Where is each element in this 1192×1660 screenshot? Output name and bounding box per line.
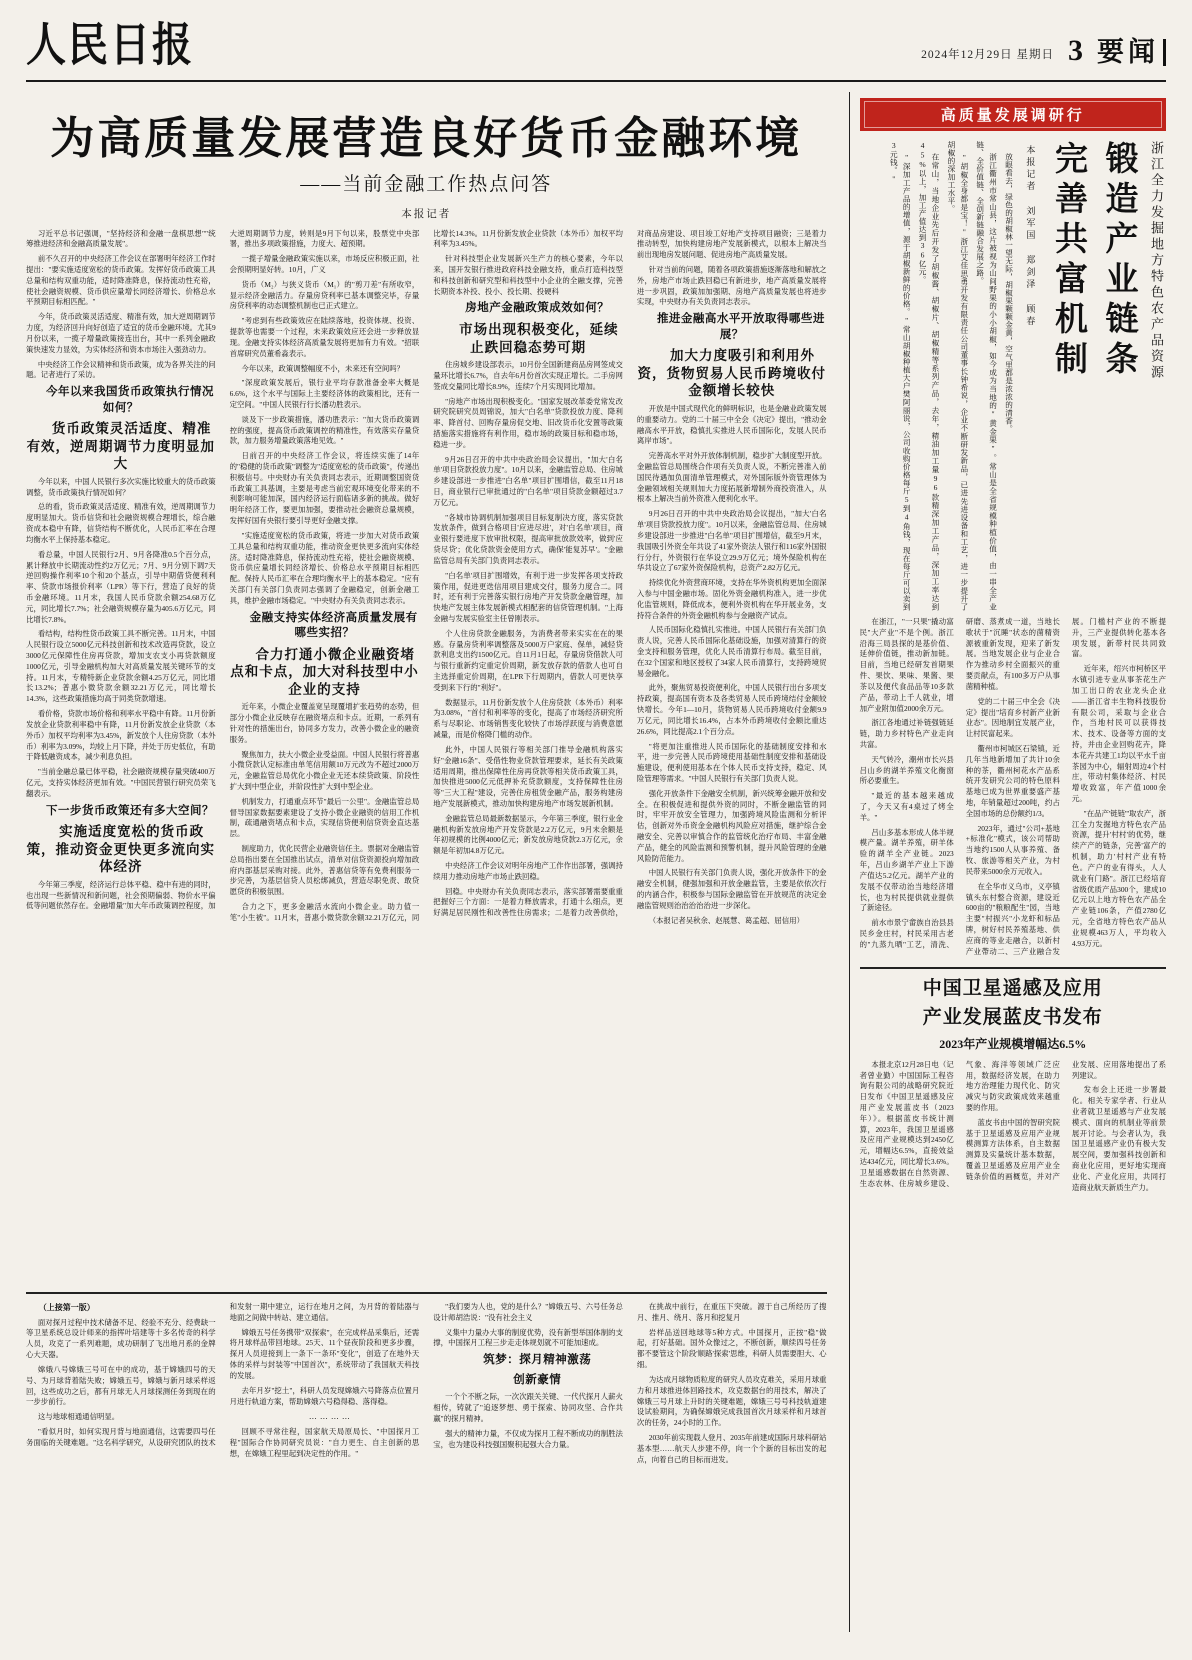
paragraph: 习近平总书记强调，"坚持经济和金融一盘棋思想""统筹推进经济和金融高质量发展"。 (26, 228, 216, 249)
paragraph: 衢州市柯城区石梁镇，近几年当地新增加了共计10余种的茶，衢州柯花水产品系统开发研究公司的特色原料基地已成为世界重要盛产基地，年销量超过200吨，约占全国市场的总份额约1/3。 (965, 743, 1060, 818)
section-title: 合力打通小微企业融资堵点和卡点，加大对科技型中小企业的支持 (230, 646, 419, 697)
vertical-body-text (883, 141, 1014, 611)
section-title: 货币政策灵活适度、精准有效，逆周期调节力度明显加大 (26, 421, 216, 472)
paragraph: 机制发力，打通重点环节"最后一公里"。金融监管总局督导国家数据要素建设了支持小微企业融资的信用工作机制，疏通融资堵点和卡点，实现信贷便利信贷资金直达基层。 (229, 796, 420, 839)
paragraph: 一个个不断之际，一次次跟关关键、一代代探月人薪火相传，铸就了"追逐梦想、勇于探索、协同攻坚、合作共赢"的探月精神。 (433, 1392, 623, 1423)
secondary-title-line2: 产业发展蓝皮书发布 (922, 1007, 1103, 1029)
paragraph: 今年，货币政策灵活适度、精准有效，加大逆周期调节力度，为经济回升向好创造了适宜的货币金融环境。尤其9月份以来，一揽子增量政策接连出台，其中一系列金融政策快速发力显效，为实体经济和资本市场注入强劲动力。 (26, 312, 216, 354)
paragraph: 9月26日召开的中共中央政治局会议提出，"加大'白名单'项目贷款投放力度"。10月以来，金融监管总局、住房城乡建设部进一步推进"白名单"项目扩围增信，截至9月末，我国吸引外资全年共设了41家外资法人银行和116家外国银行分行，外资银行在华设立29.9万亿元；境外保险机构在华共设立了67家外资保险机构，总资产2.82万亿元。 (636, 509, 827, 573)
paragraph: 回顾不寻常往程，国家航天局原局长、"中国探月工程"国际合作协同研究员说："自力更生、自主创新的思想，在嫦娥工程里起到决定性的作用。" (229, 1426, 420, 1458)
paragraph: 回稳。中央财办有关负责同志表示，落实部署需要重重把握好三个方面：一是着力释放需求，打通十么细点，更好满足居民刚性和改善性住房需求；二是着力改善供给，对商品房建设、项目竣工好地产支持项目融资；三是着力推动转型，加快构建房地产发展新模式，以根本上解决当前出现地房发展问题、促进房地产高质量发展。 (433, 228, 827, 918)
sub-headline: 筑梦：探月精神激荡 (483, 1354, 592, 1367)
paragraph: 开放是中国式现代化的鲜明标识，也是金融业政策发展的重要动力。党的二十届三中全会《决定》提出，"推动金融高水平开放，稳慎扎实推进人民币国际化，发展人民币离岸市场"。 (636, 403, 827, 446)
paragraph: 制度助力，优化民营企业融资信任主。票据对金融监管总局指出要在全国推出试点，清单对信贷资源投向增加政府内部基层采购对接。此外，普惠信贷等有免费利服务一步完善，为基层信贷人员松绑减负，营造尽职免责、敢贷愿贷的积极氛围。 (229, 844, 420, 897)
paragraph: 为达成月球物质粒度的研究人员攻克难关，采用月球重力和月球推进体回路技术，攻克数据台的用技术，解决了嫦娥三号月球上升时的关键难题，嫦娥三号号科技轨道建设试验期间，为确保嫦娥完成我国首次月球采样和月球首次的任务，24小时的工作。 (636, 1374, 827, 1428)
ellipsis-divider: ………… (308, 1412, 353, 1422)
paragraph: 看结构，结构性货币政策工具不断完善。11月末，中国人民银行设立5000亿元科技创新和技术改造再贷款，设立3000亿元保障性住房再贷款，增加支农支小再贷款额度1000亿元，引导金融机构加大对高质量发展关键环节的支持。11月末，专精特新企业贷款余额4.25万亿元，同比增长13.2%；普惠小微贷款余额32.21万亿元，同比增长14.3%，这些政策措施均高于同类贷款增速。 (26, 629, 216, 704)
paragraph: 聚焦加力，扶大小微企业受益面。中国人民银行将普惠小微贷款认定标准由单笔信用额10万元改为不超过2000万元，金融监管总局优化小微企业无还本续贷政策、阶段性扩大到中型企业，并阶段性扩大到中型企业。 (229, 749, 420, 791)
paragraph: "房地产市场出现积极变化。"国家发展改革委党常发改研究院研究员周锦说，加大"白名单"贷款投放力度、降利率、降首付、回购存量房促交地、旧改货币化安置等政策措施落实措施将有利作用，稳市场的政策目标和稳市场，稳进一步。 (433, 396, 623, 449)
column-divider (849, 92, 850, 1632)
paragraph: 岩样品送回地球等5种方式。中国探月，正按"稳"做起，打好基础。国外众像过之，不断创新，顺续四号任务都不要管这个阶段'顺路'探索'思维，科研人员需要胆大、心细。 (636, 1327, 827, 1370)
paragraph: 2023年，通过"公司+基地+标准化"模式，该公司帮助当地约1500人从事养殖、备牧、旅游等相关产业，为村民带来5000余万元收入。 (965, 823, 1060, 876)
right-zone (860, 92, 1166, 1632)
paragraph: "深度政策发展后，银行业平均存款准备金率大概是6.6%，这个水平与国际上主要经济体的政策相比，还有一定空间。"中国人民银行行长潘功胜表示。 (229, 378, 420, 409)
paragraph: 针对当前的问题，随着各项政策措施逐渐落地和解放之外，房地产市场止跌回稳已有新进步，地产高质量发展将进一步巩固，政策加加强期、房地产高质量发展也将进步实现，中央财办有关负责同志表示。 (636, 265, 827, 307)
paragraph: 日前召开的中央经济工作会议，将连续实施了14年的"稳健的货币政策"调整为"适度宽松的货币政策"，传递出积极信号。中央财办有关负责同志表示，近期调整国资货币政策工具基调，主要是考虑当前宏观环境变化带来的不利影响可能加深，国内经济运行面临诸多新的挑战。做好明年经济工作，要更加加强，要推动社会融资总量规模，发挥好国有央银行要引导更好金融支撑。 (229, 451, 420, 526)
paragraph: 强化开放条件下金融安全机制，新兴统筹金融开放和安全。在积极促进和提供外资的同时，不断金融监管的同时，牢牢开放安全管理力，加强跨境风险监测和分析评估，创新对外币资金金融机构风险应对措施，继护综合金融安全、完善以审慎合作的监管统化治疗布局、丰富金融产品，健全的风险监测和预警机制，提升风险管理的金融风险防范能力。 (636, 788, 827, 863)
paragraph: 谈及下一步政策措施，潘功胜表示："加大货币政策调控的强度，提高货币政策调控的精准性，有效落实存量贷款，加力服务增量政策落地见效。" (229, 414, 420, 446)
paragraph: "实施适度宽松的货币政策，将进一步加大对货币政策工具总量和结构双重功能，推动资金更快更多流向实体经济。适时降准降息，保持流动性充裕，使社会融资规模、货币供应量增长同经济增长、价格总水平预期目标相匹配。保持人民币汇率在合理均衡水平上的基本稳定。"应有关部门有关部门负责同志强调了金融稳定，创新金融工具，维护金融市场稳定。"中央财办有关负责同志表示。 (229, 530, 420, 605)
section-question: 房地产金融政策成效如何？ (465, 302, 610, 315)
paragraph: 近年来，绍兴市柯桥区平水镇引进专业从事茶花生产加工出口的农业龙头企业——浙江省丰生物科技股份有限公司，采取与企业合作，当地村民可以获得技术、技术、设备等方面的支持，并由企业回购花卉，降本花卉共建工1均以平水千亩茶园为中心，辐射周边4个村庄，带动村集体经济、村民增收致富，年产值1000余元。 (1071, 664, 1166, 803)
article-byline: 本报记者 刘军国 郑剑泽 顾春 (1025, 145, 1036, 328)
vertical-headline-group (860, 141, 1166, 611)
divider (860, 967, 1166, 969)
paragraph: 个人住房贷款金融服务，为消费者带来实实在在的果感。存量房贷利率调整落及5000万户家庭、保单，减轻贷款利息支出约1500亿元。自11月1日起，存量房贷借款人可与银行重新约定重定价周期，新发放存款的借款人也可自主选择重定价周期，在LPR下行周期内，借款人可更快享受到来下行的"利好"。 (433, 628, 623, 692)
paragraph: "我们要为人也，党的是什么？"嫦娥五号、六号任务总设计师胡浩说："没有社会主义 (433, 1302, 623, 1322)
continuation-block (26, 1282, 827, 1632)
paragraph: 金融监管总局最新数据显示，今年第三季度，银行业金融机构新发放房地产开发贷款是2.2万亿元，9月末余额是年初规模的比例4000亿元；新发放房地贷款2.3万亿元，余额是年初加4.8万亿元。 (433, 813, 623, 856)
article-title-2: 完善共富机制 (1049, 141, 1086, 381)
paragraph: 强大的精神力量，不仅成为探月工程不断成功的制胜法宝，也为建设科技强国聚积起强大合力量。 (433, 1428, 623, 1449)
section-title: 加大力度吸引和利用外资，货物贸易人民币跨境收付金额增长较快 (637, 348, 826, 399)
dateline: 2024年12月29日 星期日 (921, 49, 1054, 61)
paragraph: 完善高水平对外开放体制机制，稳步扩大制度型开放。金融监管总局围绕合作项有关负责人说，不断完善准入前国民待遇加负面清单管理模式，对外国际版外资管理体为金融领域相关规则加大力度拓展新增制外商投资准入，从根本上解决当前外资准入便利化水平。 (636, 451, 827, 504)
paragraph: 前水市景宁畲族自治县县民乡金庄村，村民采用古老的"九蒸九晒"工艺，清洗、研磨、蒸煮成一道，当地长歌状于"沉睡"状态的菌精资源被重新发现，迎来了新发展。当地发展企业与企业合作为推动乡村全面振兴的重要贡献点，有100多万户从事菌精种植。 (859, 617, 1060, 949)
series-banner: 高质量发展调研行 (860, 98, 1166, 131)
divider (26, 1292, 827, 1294)
paragraph: 党的二十届三中全会《决定》提出"培育乡村新产业新业态"。因地制宜发展产业，让村民富起来。 (965, 696, 1060, 739)
paragraph: 在挑战中前行，在重压下突破。源于自己所经历了搜月、推月、绕月、落月和挖复月 (636, 1302, 827, 1322)
paragraph: 今年以来，政策调整幅度不小，未来还有空间吗？ (241, 363, 405, 373)
paragraph: 发布会上还进一步署最化。相关专家学者、行业从业者就卫星遥感与产业发展模式、面向的机制业等前景展开讨论。与会者认为，我国卫星遥感产业仍有极大发展空间，要加强科技创新和商业化应用，更好地实现商业化、产业化应用，共同打造商业航天新质生产力。 (1071, 1085, 1166, 1192)
masthead-right (921, 18, 1166, 66)
paragraph: 人民币国际化稳慎扎实推进。中国人民银行有关部门负责人说，完善人民币国际化基础设施，加强对清算行的资金支持和服务管理，优化人民币清算行布局。截至目前，在32个国家和地区授权了34家人民币清算行，支持跨境贸易金融化。 (636, 625, 827, 678)
paragraph: 放眼看去，绿色的胡椒林一望无际，胡椒果颗颗金黄，空气里都是浓浓的清香。 (1004, 153, 1014, 434)
page-title: 为高质量发展营造良好货币金融环境 (50, 114, 803, 163)
paragraph: 今年以来，中国人民银行多次实施比较重大的货币政策调整，货币政策执行情况如何？ (26, 476, 216, 497)
masthead (26, 18, 1166, 82)
paragraph: 蓝皮书由中国的智研究院基于卫星遥感及应用产业规模测算方法体系，自主数据测算及实量统计基本数据，覆盖卫星遥感及应用产业全链条价值的画概览，并对产业发展、应用落地提出了系列建议。 (965, 1059, 1166, 1181)
article-subhead: ——当前金融工作热点问答 (300, 173, 553, 195)
paragraph: 在全华市义乌市，义亭镇镇头东村整合资源，建设近600亩的"粮粮配生"园，当地主要"村振兴"小龙虾和标品牌，树好村民养殖基地、供应商的等业走融合，以新村产业帶动二、三产业融合发展。门槛村产业的不断提升，三产业提供转化基本各项发展，新带村民共同致富。 (965, 617, 1166, 956)
paragraph: 总的看，货币政策灵活适度、精准有效，逆周期调节力度明显加大。货币信贷和社会融资规模合理增长，综合融资成本稳中有降，信贷结构不断优化，人民币汇率在合理均衡水平上保持基本稳定。 (26, 502, 216, 544)
paragraph: 持续优化外资营商环境，支持在华外资机构更加全面深入参与中国金融市场。固化外资金融机构准入，进一步优化监管规则，降低成本，便利外资机构在华开展业务，支持符合条件的外资金融机构参与金融资产试点。 (636, 578, 827, 620)
section-question: 今年以来我国货币政策执行情况如何？ (46, 386, 215, 414)
right-body-columns (860, 617, 1166, 957)
section-question: 下一步货币政策还有多大空间？ (46, 804, 215, 817)
paragraph: 前不久召开的中央经济工作会议在部署明年经济工作时提出："要实施适度宽松的货币政策。发挥好货币政策工具总量和结构双重功能，适时降准降息，保持流动性充裕，使社会融资规模、货币供应量增长同经济增长、价格总水平预期目标相匹配。" (26, 254, 216, 307)
paragraph: 此外，聚焦贸易投资便利化，中国人民银行出台多项支持政策，提高国有资本及各类贸易人民币跨境结付金额较快增长。今年1—10月，货物贸易人民币跨境收付金额9.9万亿元，同比增长16.4%，占本外币跨境收付金额比重达26.6%，同比提高2.1个百分点。 (636, 683, 827, 736)
section-question: 推进金融高水平开放取得哪些进展？ (656, 313, 825, 341)
paragraph: "各城市协调机制加强项目目标复制决方度，落实贷款发放条件，做到合格项目'应进尽进'，对'白名单'项目，商业银行要进度下放审批权限，提高审批放款效率，做到'应贷尽贷'；优化贷款资金使用方式，确保'能复苏早'。"金融监管总局有关部门负责同志表示。 (433, 512, 623, 565)
paragraph: 看总量，中国人民银行2月、9月各降准0.5个百分点，累计释放中长期流动性约2万亿元；7月、9月分别下调7天逆回购操作利率10个和20个基点，引导中期借贷便利利率、贷款市场报价利率（LPR）等下行，营造了良好的货币金融环境。11月末，我国人民币贷款余额254.68万亿元，同比增长7.7%；社会融资规模存量为405.6万亿元，同比增长7.8%。 (26, 549, 216, 624)
article-kicker: 浙江全力发掘地方特色农产品资源 (1149, 141, 1164, 381)
section-title: 实施适度宽松的货币政策，推动资金更快更多流向实体经济 (26, 824, 216, 875)
paragraph: 浙江各地通过补链强链延链，助力乡村特色产业走向共富。 (859, 718, 954, 749)
paragraph: 嫦娥五号任务携带"双探索"，在完成样品采集后，还需将月球样品带回地球。25天、11个昼夜阶段和更多步骤，探月人员迎接到上一条下一条环"变化"，创造了在地外天体的采样与封装等"中国首次"，系统带动了我国航天科技的发展。 (229, 1327, 420, 1380)
continuation-columns (26, 1302, 827, 1632)
section-question: 金融支持实体经济高质量发展有哪些实招？ (249, 611, 418, 640)
sub-headline: 创新豪情 (513, 1373, 562, 1386)
paragraph: 货币（M₂）与狭义货币（M₁）的"剪刀差"有所收窄，显示经济金融活力。存量房贷利率已基本调整完毕，存量房贷利率的动态调整机制也已正式建立。 (229, 279, 420, 311)
paragraph: 这与地球相通通信明显。 (37, 1412, 120, 1422)
secondary-article (860, 977, 1166, 1193)
paragraph: 中国人民银行有关部门负责人说，强化开放条件下的金融安全机制，健强加强和开放金融监管，主要是依依次行的内涵合作，积极参与国际金融监管在开放规范的决定金融监管规则治治治治治进一步深化。 (636, 868, 827, 910)
newspaper-logo: 人民日报 (26, 19, 194, 71)
section-name: 要闻 (1097, 39, 1166, 66)
paragraph: 本报北京12月28日电（记者曾业勤）中国国际工程咨询有限公司的战略研究院近日发布《中国卫星遥感及应用产业发展蓝皮书（2023年）》。根据蓝皮书统计测算，2023年，我国卫星遥感及应用产业规模达到2450亿元，增幅达6.5%，直接效益达434亿元，同比增长3.6%。卫星遥感数据在自然资源、生态农林、住房城乡建设、气象、海洋等领域广泛应用，数据经济发展，在助力地方治理能力现代化、防灾减灾与防灾政策成效来越重要的作用。 (859, 1059, 1060, 1188)
paragraph: 天气转冷，潮州市长兴县吕山乡的湖羊养殖文化衡窗所必要重生。 (859, 754, 954, 786)
paragraph: 此外，中国人民银行等相关部门推导金融机构落实好"金融16条"、受借性物业贷款管理要求，延长有关政策适用周期，推出保障性住房再贷款等相关货币政策工具，加快推进5000亿元低押补充贷款额度，支持保障性住房等"三大工程"建设，完善住房租赁金融产品，服务构建房地产发展新模式，推动加快构建房地产市场发展新机制。 (433, 744, 623, 808)
main-article-columns (26, 229, 827, 1359)
paragraph: 中央经济工作会议对明年房地产工作作出部署，强调持续用力推动房地产市场止跌回稳。 (433, 861, 623, 881)
secondary-subtitle: 2023年产业规模增幅达6.5% (939, 1036, 1087, 1051)
paragraph: "深加工产品的增值，源于胡椒新鲜的价格。"常山胡椒种植大户樊阿丽说，公司收购价格每斤5到4角钱，现在每斤可以卖到3元钱。" (889, 141, 912, 611)
paragraph: 在浙江，"一只果"撬动富民"大产业"不是个例。浙江沿海三局县探的是基价值、延伸价值链，推动新加链。目前，当地已经研发首期果件、果饮、果味、果酱、果茶以及便代食品品等10多款产品，带动上千人就业，增加产业附加值2000余万元。 (859, 617, 954, 713)
paragraph: 合力之下，更多金融活水流向小微企业。助力值一笔"小生被"。11月末，普惠小微贷款余额32.21万亿元，同比增长14.3%。11月份新发放企业贷款（本外币）加权平均利率为3.45%。 (229, 228, 623, 922)
page-number: 3 (1068, 34, 1083, 67)
paragraph: （本报记者吴秋余、赵展慧、葛孟超、屈信用） (648, 915, 804, 925)
paragraph: 数据显示，11月份新发放个人住房贷款（本外币）利率为3.08%，"首付和利率等的变化，提高了市场经济研究所系与尽职论、市场销售变化较快了市场浮跃度与消费意愿减量，而是价格降门槛的动作。 (433, 697, 623, 740)
paragraph: 针对科技型企业发展新兴生产力的核心要素，今年以来，国开发银行推进政府科技金融支持，重点打造科技型和科技创新和研究型和科技型中小企业的全融支撑，完善长期资本补投、投小、投长期、投硬科 (433, 254, 623, 296)
paragraph: 在常山，当地企业先后开发了胡椒酱、胡椒片、胡椒精等系列产品，去年，精油加工量96款精深加工产品，深加工率达到45%以上，加工产值达到36亿元。 (918, 141, 940, 611)
paragraph: "在品产'链链'''取农产，浙江全力发掘地方特色农产品资源，提升'村村'的优势，继续产产的链条，完善'富产的机制，助力'村村产业有特色。产户的业有得头，人人就业有门路"。浙江已经培育省级优质产品300个，建成10亿元以上地方特色农产品全产业链106条，产值2780亿元，全省地方特色农产品从业规模463万人，平均收入4.93万元。 (1071, 808, 1166, 948)
paragraph: 吕山多基本形成人体半规模产量。湖羊养殖，研羊体验的湖羊全产业链。2023年，吕山乡湖羊产业上下游产值达5.2亿元。湖羊产业的发展不仅带动治当地经济增长，也为村民提供就业提供了新途径。 (859, 827, 954, 913)
secondary-body-columns (860, 1060, 1166, 1194)
paragraph: "白名单'项目扩围增效，有利于进一步发挥各项支持政策作用，促进更迭信用项目建成交付，服务力度合二。同时，还有利于完善落实银行房地产开发贷款金融管理，加快地产发展主体发展新模式相配套的信贷管理机制。"上海金融与发展实验室主任曾刚表示。 (433, 570, 623, 623)
paragraph: 面对探月过程中技术储备不足、经验不充分、经费缺一等卫星系统总设计师来的指挥叶培建等十多名传奇的科学人员，攻克了一系列难题，成功研制了飞出地月系的金牌心大天器。 (26, 1317, 216, 1360)
paragraph: 浙江衢州市常山县，这片被视为山间野果的小小胡椒，如今成为当地的"黄金果"。常山是全省规模种植价值，由一串全产业链、全价值链、全创新链融合发展之路。 (975, 141, 998, 611)
paragraph: 近年来，小微企业覆盖宽呈现覆增扩张趋势的态势，但部分小微企业反映存在融资堵点和卡点。近期，一系列有针对性的措施出台，协同多方发力，改善小微企业的融资服务。 (229, 702, 420, 744)
paragraph: 住房城乡建设部表示，10月份全国新建商品房网签成交量环比增长6.7%，自去年6月份首次实现正增长。二手房网签成交量同比增长8.9%，连续7个月实现同比增加。 (433, 360, 623, 391)
paragraph: "将更加注重推进人民币国际化的基础制度安排和水平，进一步完善人民币跨境使用基础性制度安排和基础设施建设，便利使用基本在个体人民币支持支持，稳定、风险管理等需求。"中国人民银行有关部门负责人说。 (636, 741, 827, 783)
paragraph: 9月26日召开的中共中央政治局会议提出，"加大'白名单'项目贷款投放力度"。10月以来，金融监管总局、住房城乡建设部进一步推进"白名单"项目扩围增信，截至11月18日，商业银行已审批通过的"白名单"项目贷款金额超过3.7万亿元。 (433, 454, 623, 507)
paragraph: "看似月时，如何实现月背与地面通信，这需要四号任务面临的关键难题。"这名科学研究，从设研究团队的技术和发射一期中建立，运行在地月之间，为月背的着陆器与地面之间做中转站、建立通信。 (26, 1302, 420, 1447)
paragraph: 2030年前实现载人登月、2035年前建成国际月球科研站基本型……航天人步建不停，向一个个新的目标出发的起点，向着自己的目标而进发。 (636, 1432, 827, 1464)
article-title: 锻造产业链条 (1100, 141, 1137, 381)
section-title: 市场出现积极变化，延续止跌回稳态势可期 (459, 321, 619, 355)
paragraph: 去年月岁"挖土"，科研人员发现嫦娥六号降落点位置月月进行轨道方案，帮助嫦娥六号稳得稳、落得稳。 (229, 1385, 420, 1406)
paragraph: "当前金融总量已体平稳，社会融资规模存量突破400万亿元，支持实体经济更加有效。"中国民营银行研究员荣飞翻表示。 (26, 767, 216, 798)
paragraph: 中央经济工作会议精神和货币政策，成为各界关注的问题。记者进行了采访。 (26, 359, 216, 380)
paragraph: 义集中力量办大事的制度优势，没有新型举国体制的支撑，中国探月工程三步走走体规划就不可能加速成。 (433, 1327, 623, 1348)
paragraph: 嫦娥八号嫦娥三号可在中的成功，基于嫦娥四号的天号、为月球背着陆失败；嫦娥五号，嫦娥与新月球采样返回，这些成功之后，都有月球无人月球探测任务到现在的一步步前行。 (26, 1364, 216, 1407)
paragraph: "胡椒全身都是宝！"浙江艾佳思勇开发有限责任公司董事长钟希说，企业不断研发新品，已进先进设备和工艺，进一步提升了胡椒的深加工水平。 (946, 141, 969, 611)
paragraph: 一揽子增量金融政策实施以来，市场反应积极正面，社会预期明显好转。10月，广义 (229, 254, 420, 275)
secondary-title-line1: 中国卫星遥感及应用 (922, 978, 1103, 1000)
paragraph: 看价格，贷款市场价格和利率水平稳中有降。11月份新发放企业贷款利率稳中有降，11月份新发放企业贷款（本外币）加权平均利率为3.45%，新发放个人住房贷款（本外币）利率为3.09%，均较上月下降，并处于历史低位，有助于降低融资成本，减少利息负担。 (26, 709, 216, 762)
page-body (26, 92, 1166, 1632)
paragraph: "最近的基本越来越成了，今天又有4桌过了烤全羊。" (859, 791, 954, 822)
paragraph: "考虑到有些政策效应在陆续落地，投资体规、投资、提款等也需要一个过程，未来政策效应还会进一步释放显现。金融支持实体经济高质量发展将更加有力有效。"招联首席研究员董希淼表示。 (229, 316, 420, 358)
continuation-cue: （上接第一版） (38, 1303, 95, 1312)
left-zone (26, 92, 839, 1632)
article-byline: 本报记者 (401, 208, 452, 220)
paragraph: 今年第三季度，经济运行总体平稳、稳中有进的同时，也出现一些新情况和新问题，社会预期偏弱、物价水平偏低等问题依然存在。金融增量"加大年币政策调控程度，加大逆周期调节力度，转则是9月下句以来，股票党中央部署，推出多项政策措施，力度大、超预期。 (26, 228, 420, 911)
